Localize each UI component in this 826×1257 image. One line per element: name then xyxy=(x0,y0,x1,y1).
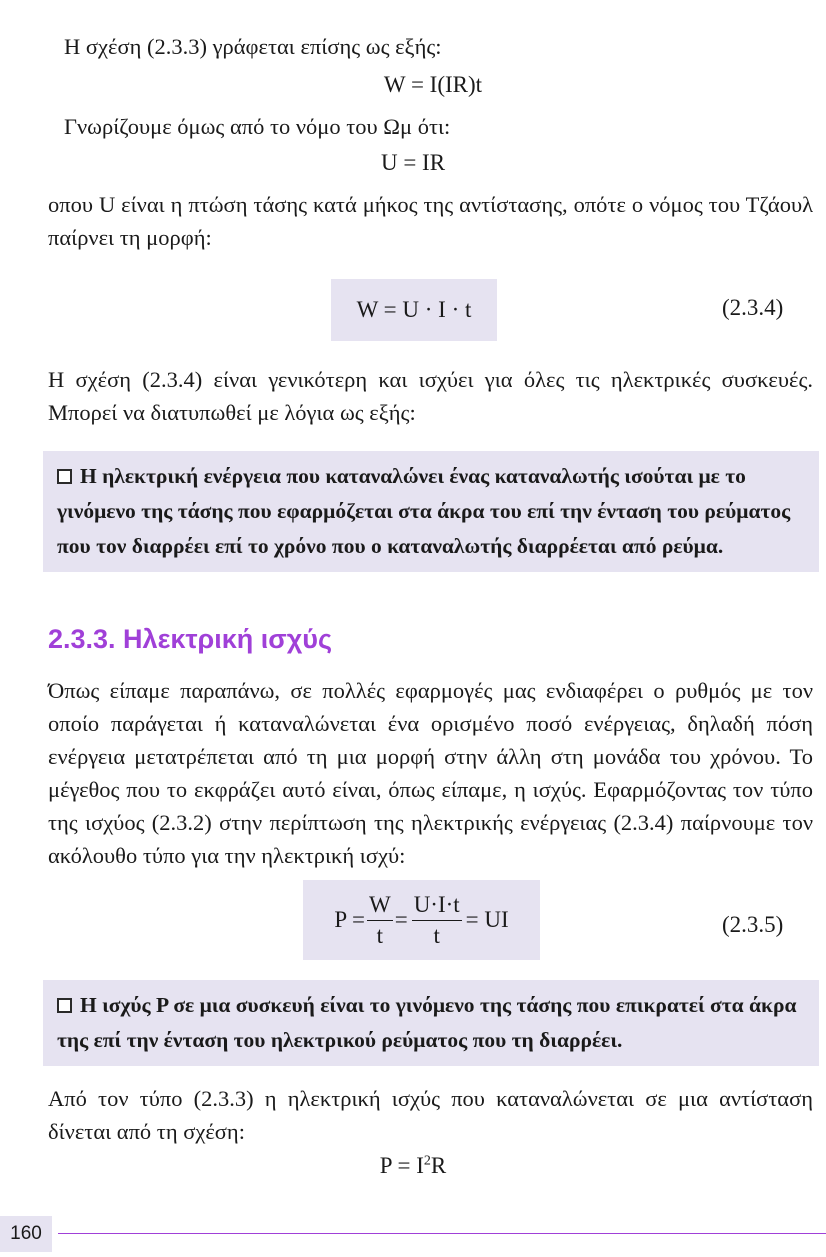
equation-w-iirt: W = I(IR)t xyxy=(383,72,483,97)
equation-u-ir: U = IR xyxy=(380,150,446,175)
eq-p-i2r-rhs: R xyxy=(430,1153,447,1178)
intro-line-1: Η σχέση (2.3.3) γράφεται επίσης ως εξής: xyxy=(64,34,442,59)
highlight-power-text: Η ισχύς P σε μια συσκευή είναι το γινόμενο της τάσης που επικρατεί στα άκρα της επί την ένταση του ηλεκτρικού ρεύματος που τη διαρρέει. xyxy=(57,993,797,1052)
page-number: 160 xyxy=(0,1216,52,1252)
equation-2-3-5-box xyxy=(303,880,540,960)
highlight-box-power xyxy=(43,980,819,1066)
eq-sign: = xyxy=(394,907,408,932)
equation-number-2-3-5: (2.3.5) xyxy=(722,912,784,937)
equation-number-2-3-4: (2.3.4) xyxy=(722,295,784,320)
fraction-denominator: t xyxy=(433,922,440,948)
paragraph-power-intro: Όπως είπαμε παραπάνω, σε πολλές εφαρμογές μας ενδιαφέρει ο ρυθμός με τον οποίο παράγεται ή καταναλώνεται ένα ορισμένο ποσό ενέργειας, δηλαδή πόση ενέργεια μετατρέπεται από τη μια μορφή στην άλλη στη μονάδα του χρόνου. Το μέγεθος που το εκφράζει αυτό είναι, όπως είπαμε, η ισχύς. Εφαρμόζοντας τον τύπο της ισχύος (2.3.2) στην περίπτωση της ηλεκτρικής ενέργειας (2.3.4) παίρνουμε τον ακόλουθο τύπο για την ηλεκτρική ισχύ: xyxy=(48,678,813,868)
paragraph-resistance-power: Από τον τύπο (2.3.3) η ηλεκτρική ισχύς που καταναλώνεται σε μια αντίσταση δίνεται από τη σχέση: xyxy=(48,1086,813,1144)
fraction-denominator: t xyxy=(376,922,384,948)
fraction-numerator: U·I·t xyxy=(412,890,462,921)
checkbox-icon xyxy=(57,998,72,1013)
eq-rhs: = UI xyxy=(465,907,509,932)
equation-p-i2r xyxy=(0,1153,826,1179)
equation-2-3-5 xyxy=(303,880,540,960)
checkbox-icon xyxy=(57,469,72,484)
highlight-box-energy xyxy=(43,451,819,572)
equation-2-3-4: W = U · I · t xyxy=(356,297,472,322)
section-heading: 2.3.3. Ηλεκτρική ισχύς xyxy=(48,624,333,654)
intro-line-2: Γνωρίζουμε όμως από το νόμο του Ωμ ότι: xyxy=(64,114,451,139)
eq-lhs: P = xyxy=(334,907,365,932)
equation-2-3-4-box xyxy=(331,279,497,341)
highlight-energy-text: Η ηλεκτρική ενέργεια που καταναλώνει ένας καταναλωτής ισούται με το γινόμενο της τάσης που εφαρμόζεται στα άκρα του επί την ένταση του ρεύματος που τον διαρρέει επί το χρόνο που ο καταναλωτής διαρρέεται από ρεύμα. xyxy=(57,464,791,558)
paragraph-joule-form: οπου U είναι η πτώση τάσης κατά μήκος της αντίστασης, οπότε ο νόμος του Τζάουλ παίρνει τη μορφή: xyxy=(48,192,813,250)
paragraph-general-relation: Η σχέση (2.3.4) είναι γενικότερη και ισχύει για όλες τις ηλεκτρικές συσκευές. Μπορεί να διατυπωθεί με λόγια ως εξής: xyxy=(48,367,813,425)
eq-p-i2r-lhs: P = I xyxy=(379,1153,424,1178)
fraction-uit-over-t xyxy=(412,890,462,951)
fraction-w-over-t xyxy=(367,890,393,951)
eq-p-i2r-exponent: 2 xyxy=(423,1153,431,1169)
fraction-numerator: W xyxy=(367,890,393,921)
footer-rule xyxy=(58,1233,826,1234)
